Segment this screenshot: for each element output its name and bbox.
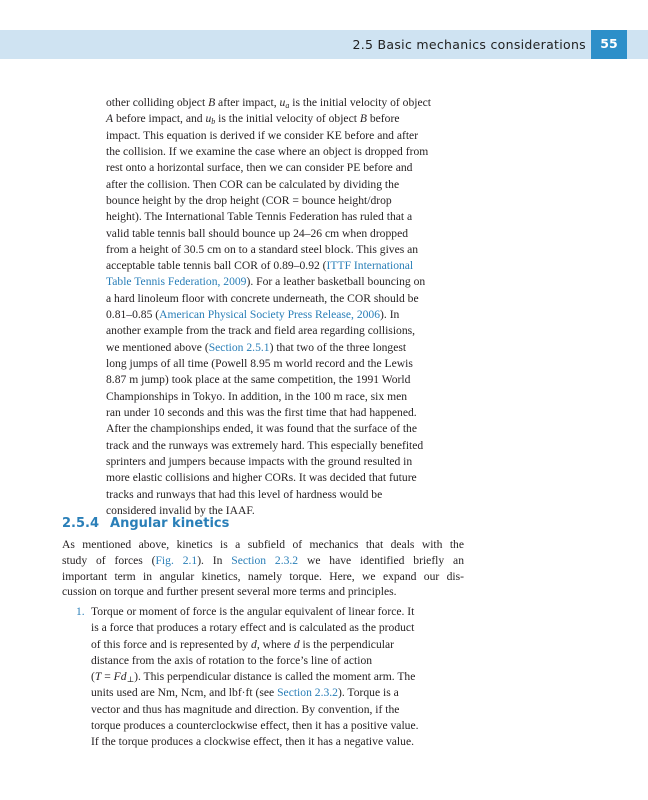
text-line (91, 620, 466, 636)
text-line (62, 553, 464, 569)
text-run: , where (256, 637, 294, 651)
text-line (106, 95, 464, 111)
text-run: B (359, 112, 367, 126)
text-line (106, 487, 464, 503)
text-line (106, 340, 464, 356)
text-run: another example from the track and field area regarding collisions, (106, 324, 416, 338)
cross-reference-link[interactable]: Section 2.3.2 (277, 686, 338, 700)
list-item-text (91, 604, 466, 750)
text-line (106, 307, 464, 323)
text-run: torque produces a counterclockwise effect, then it has a positive value. (91, 718, 419, 732)
text-run: sprinters and jumpers because impacts with the ground resulted in (106, 454, 413, 468)
text-run: Torque or moment of force is the angular equivalent of linear force. It (91, 605, 415, 618)
text-run: As mentioned above, kinetics is a subfield of mechanics that deals with the (62, 538, 464, 551)
text-run: the collision. If we examine the case where an object is dropped from (106, 144, 429, 158)
text-run: ). Torque is a (337, 686, 399, 700)
text-run: we have identified briefly an (298, 553, 464, 567)
text-line (91, 685, 466, 701)
text-run: If the torque produces a clockwise effect, then it has a negative value. (91, 735, 414, 748)
text-run: is the initial velocity of object (215, 112, 360, 126)
text-run: acceptable table tennis ball COR of 0.89–0.92 ( (106, 259, 327, 273)
text-line (106, 438, 464, 454)
text-run: track and the runways was extremely hard. This especially benefited (106, 438, 424, 452)
text-line (106, 177, 464, 193)
text-line (91, 734, 466, 750)
text-line (106, 111, 464, 127)
page-number: 55 (600, 36, 618, 51)
text-run: study of forces ( (62, 553, 156, 567)
cross-reference-link[interactable]: American Physical Society Press Release, 2006 (159, 308, 381, 322)
text-line (62, 537, 464, 553)
running-title: 2.5 Basic mechanics considerations (352, 37, 586, 52)
text-run: important term in angular kinetics, namely torque. Here, we expand our dis- (62, 569, 464, 583)
text-run: other colliding object (106, 96, 209, 109)
text-line (106, 454, 464, 470)
text-line (106, 242, 464, 258)
text-line (106, 372, 464, 388)
text-run: before impact, and (113, 112, 206, 126)
text-line (106, 258, 464, 274)
text-run: B (208, 96, 216, 109)
text-line (91, 669, 466, 685)
text-line (106, 405, 464, 421)
text-line (106, 144, 464, 160)
text-run: T (94, 670, 102, 683)
body-paragraph (106, 95, 464, 519)
list-marker: 1. (76, 605, 85, 618)
text-run: impact. This equation is derived if we consider KE before and after (106, 128, 419, 142)
text-run: 0.81–0.85 ( (106, 308, 160, 322)
text-run: considered invalid by the IAAF. (106, 503, 255, 517)
text-line (106, 193, 464, 209)
text-run: Fd (113, 670, 127, 683)
text-line (91, 653, 466, 669)
text-run: A (106, 112, 114, 126)
text-run: u (205, 112, 212, 126)
text-run: ). For a leather basketball bouncing on (246, 275, 426, 289)
text-run: after impact, (215, 96, 280, 109)
text-run: ). In (380, 308, 400, 322)
text-run: 8.87 m jump) took place at the same competition, the 1991 World (106, 373, 411, 387)
cross-reference-link[interactable]: Section 2.3.2 (231, 553, 299, 567)
text-run: height). The International Table Tennis Federation has ruled that a (106, 210, 413, 224)
text-run: is the perpendicular (299, 637, 394, 651)
text-line (106, 291, 464, 307)
text-line (91, 702, 466, 718)
section-intro-paragraph (62, 537, 464, 600)
text-line (106, 128, 464, 144)
text-run: distance from the axis of rotation to the force’s line of action (91, 653, 373, 667)
text-run: long jumps of all time (Powell 8.95 m world record and the Lewis (106, 357, 413, 370)
text-line (91, 718, 466, 734)
text-line (106, 160, 464, 176)
text-run: ). In (197, 553, 232, 567)
text-line (106, 389, 464, 405)
text-run: is a force that produces a rotary effect and is calculated as the product (91, 621, 415, 635)
cross-reference-link[interactable]: ITTF International (326, 259, 414, 273)
text-run: after the collision. Then COR can be calculated by dividing the (106, 177, 400, 191)
subscript: a (285, 101, 290, 110)
text-run: more elastic collisions and higher CORs. It was decided that future (106, 471, 417, 485)
text-line (106, 209, 464, 225)
subscript: ⊥ (126, 675, 135, 684)
section-number: 2.5.4 (62, 516, 100, 531)
cross-reference-link[interactable]: Table Tennis Federation, 2009 (106, 275, 247, 289)
text-run: d (293, 637, 300, 651)
text-line (62, 584, 464, 600)
text-run: = (101, 670, 114, 683)
text-run: of this force and is represented by (91, 637, 252, 651)
text-run: u (279, 96, 286, 109)
text-run: from a height of 30.5 cm on to a standard steel block. This gives an (106, 242, 419, 256)
text-run: ). This perpendicular distance is called the moment arm. The (134, 670, 416, 683)
text-line (91, 604, 466, 620)
cross-reference-link[interactable]: Section 2.5.1 (208, 340, 270, 354)
section-title: Angular kinetics (110, 516, 230, 531)
cross-reference-link[interactable]: Fig. 2.1 (155, 553, 198, 567)
text-run: tracks and runways that had this level of hardness would be (106, 487, 383, 501)
text-line (106, 323, 464, 339)
text-run: units used are Nm, Ncm, and lbf·ft (see (91, 686, 278, 700)
text-run: is the initial velocity of object (289, 96, 432, 109)
text-run: ( (91, 670, 95, 683)
text-run: After the championships ended, it was found that the surface of the (106, 422, 418, 436)
text-run: valid table tennis ball should bounce up 24–26 cm when dropped (106, 226, 409, 240)
text-run: a hard linoleum floor with concrete underneath, the COR should be (106, 291, 419, 305)
page-number-box (591, 30, 627, 59)
text-line (106, 421, 464, 437)
text-run: vector and thus has magnitude and direction. By convention, if the (91, 702, 400, 716)
text-run: ran under 10 seconds and this was the first time that had happened. (106, 405, 417, 419)
text-run: d (251, 637, 257, 651)
text-line (106, 470, 464, 486)
subscript: b (211, 117, 216, 127)
text-line (106, 274, 464, 290)
section-heading (62, 516, 229, 531)
text-run: rest onto a horizontal surface, then we can consider PE before and (106, 161, 413, 175)
text-run: bounce height by the drop height (COR = bounce height/drop (106, 193, 392, 207)
text-run: cussion on torque and further present several more terms and principles. (62, 585, 397, 599)
text-line (62, 569, 464, 585)
text-line (91, 637, 466, 653)
text-line (106, 356, 464, 372)
text-run: before (366, 112, 400, 126)
text-line (106, 226, 464, 242)
text-run: Championships in Tokyo. In addition, in the 100 m race, six men (106, 389, 408, 403)
text-run: we mentioned above ( (106, 340, 209, 354)
text-run: ) that two of the three longest (269, 340, 407, 354)
